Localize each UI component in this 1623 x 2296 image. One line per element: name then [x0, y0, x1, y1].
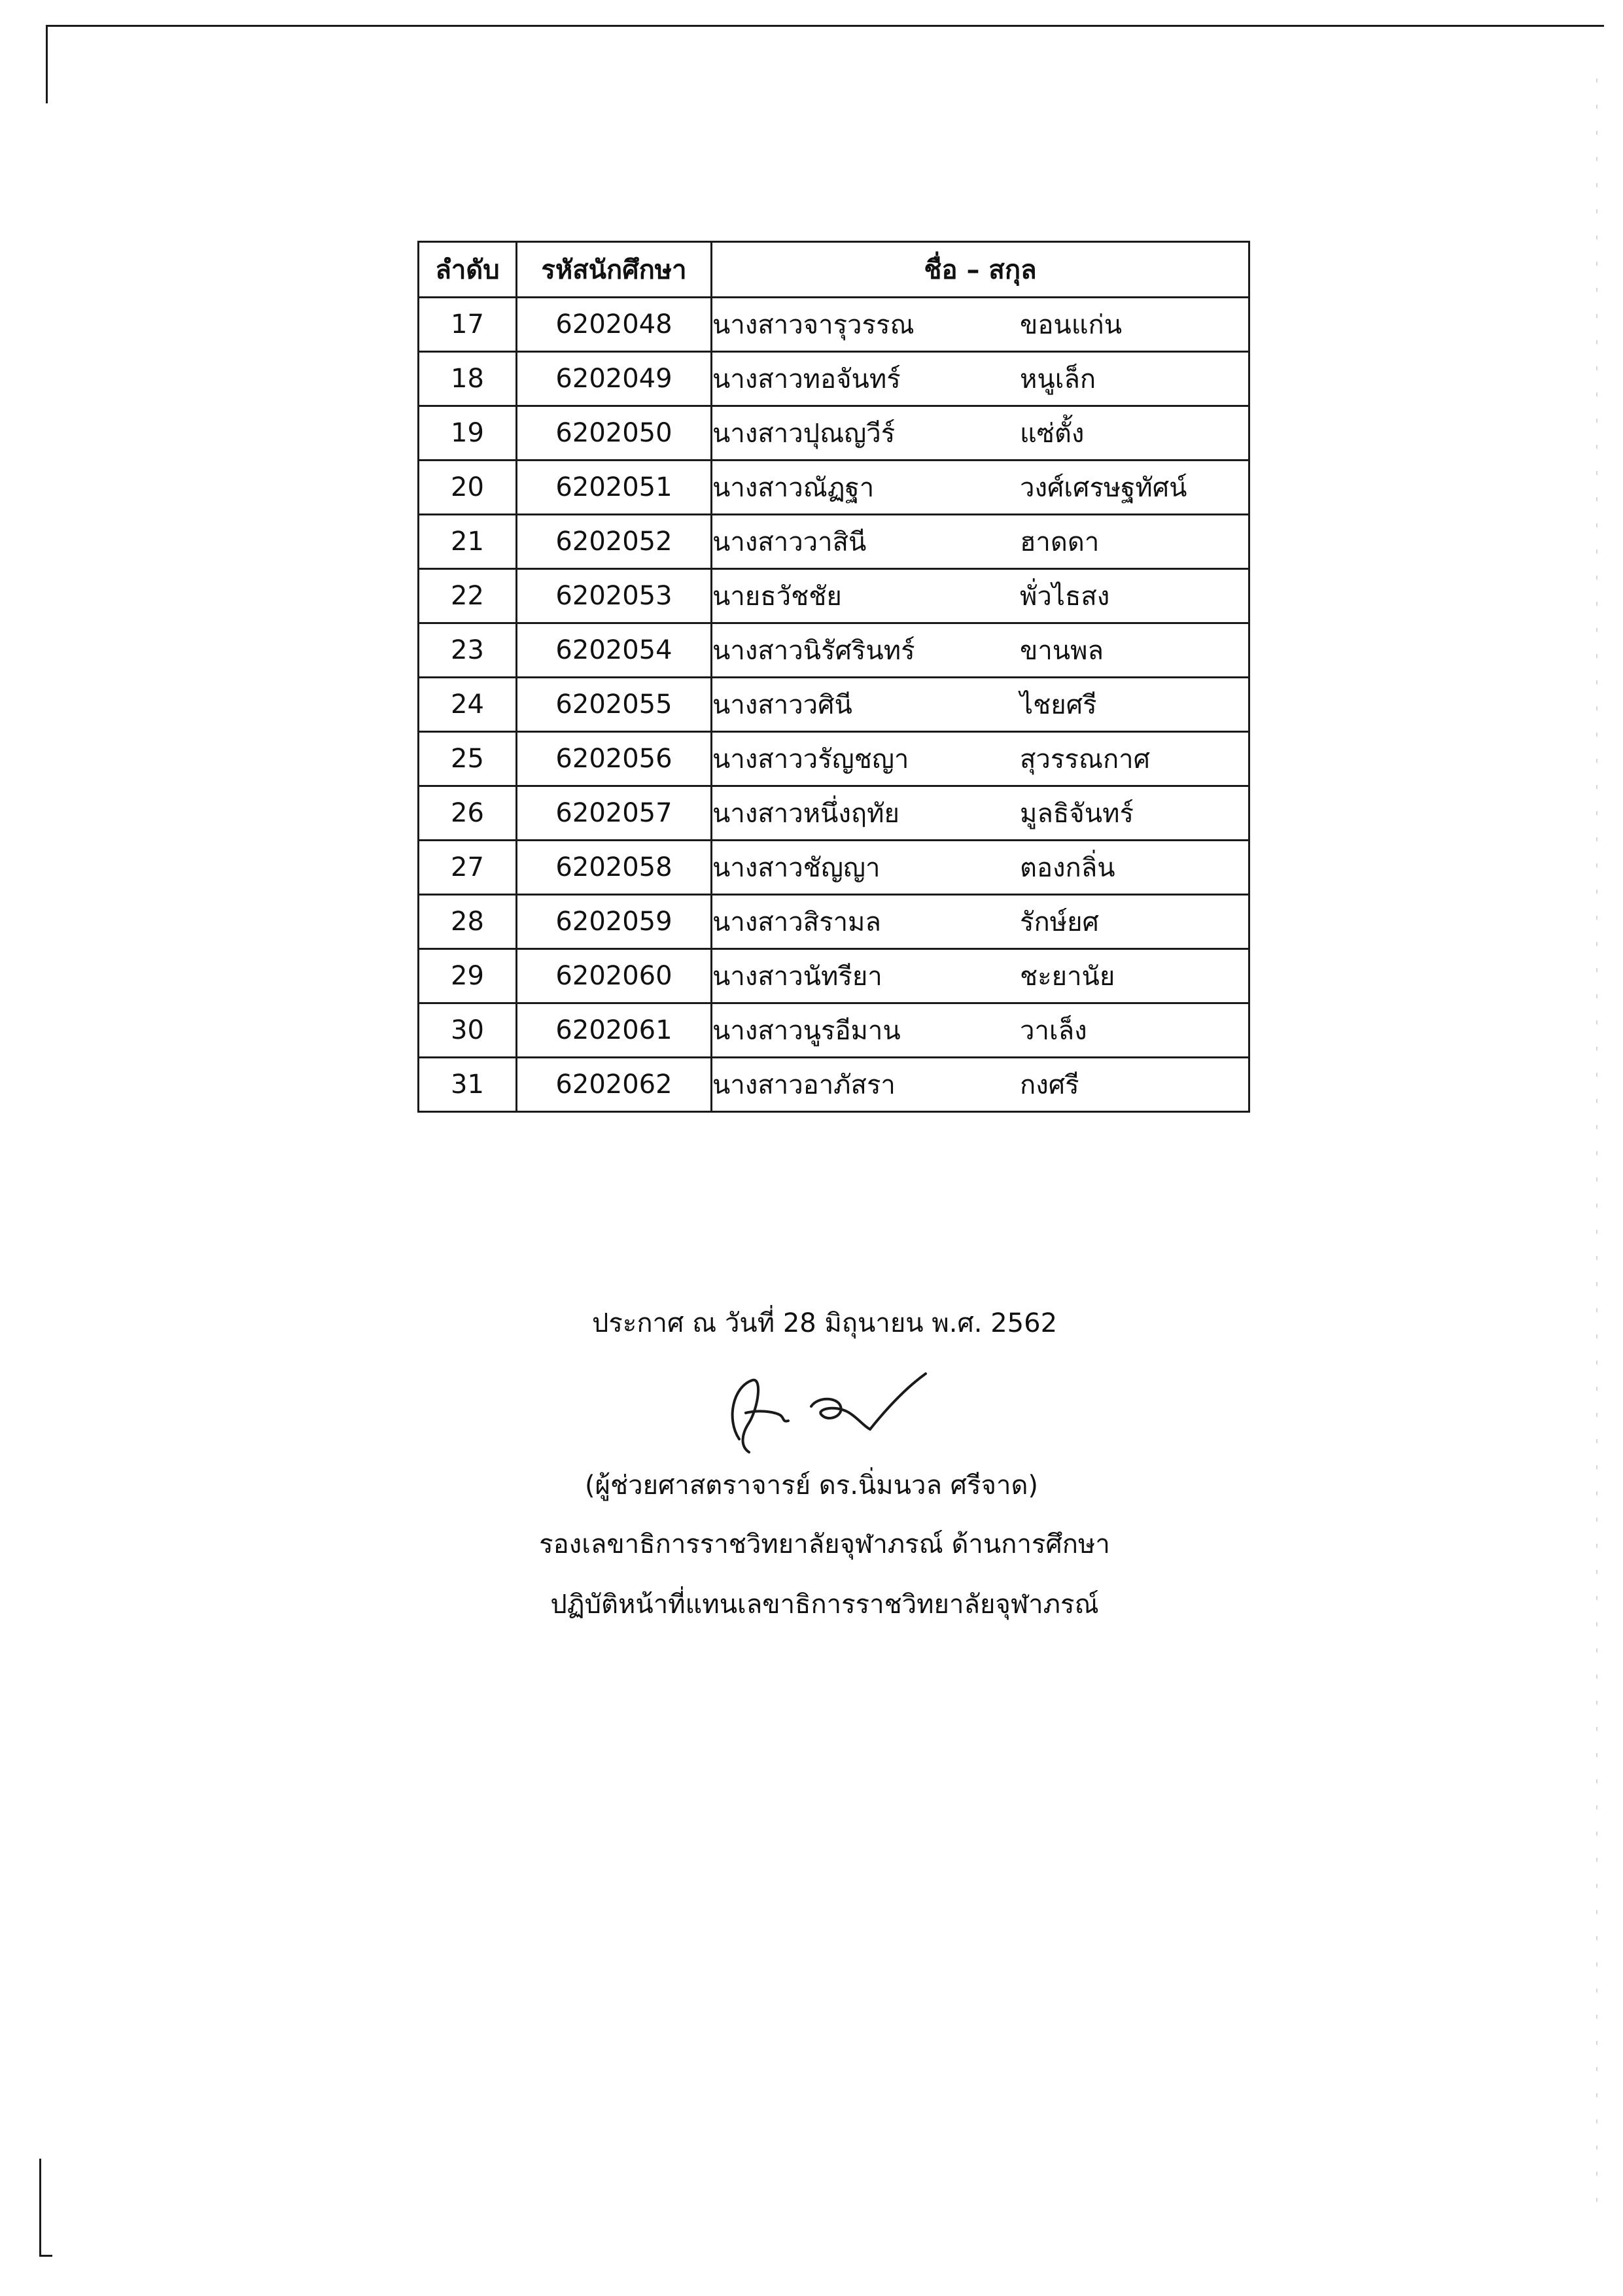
row-number: 25: [419, 732, 517, 786]
student-family-name: ขานพล: [1020, 636, 1104, 666]
student-given-name: นางสาวหนึ่งฤทัย: [712, 799, 899, 829]
signature-image: [713, 1361, 935, 1465]
student-id: 6202054: [517, 623, 712, 678]
student-given-name: นางสาวปุณญวีร์: [712, 419, 896, 449]
student-id: 6202061: [517, 1003, 712, 1058]
student-given-name: นางสาวอาภัสรา: [712, 1070, 896, 1100]
student-full-name: [712, 569, 1249, 623]
student-full-name: [712, 1003, 1249, 1058]
table-row: [419, 406, 1249, 461]
header-name: ชื่อ – สกุล: [712, 242, 1249, 298]
student-family-name: ชะยานัย: [1020, 962, 1115, 992]
student-given-name: นางสาวณัฏฐา: [712, 473, 875, 503]
student-given-name: นางสาวนิรัศรินทร์: [712, 636, 915, 666]
student-full-name: [712, 732, 1249, 786]
header-no: ลำดับ: [419, 242, 517, 298]
table-row: [419, 678, 1249, 732]
student-family-name: ขอนแก่น: [1020, 310, 1123, 340]
student-given-name: นางสาวชัญญา: [712, 853, 881, 883]
student-given-name: นายธวัชชัย: [712, 582, 842, 612]
student-full-name: [712, 949, 1249, 1003]
student-full-name: [712, 298, 1249, 352]
student-given-name: นางสาววรัญชญา: [712, 744, 909, 774]
student-full-name: [712, 841, 1249, 895]
student-full-name: [712, 1058, 1249, 1112]
student-family-name: กงศรี: [1020, 1070, 1079, 1100]
table-row: [419, 1003, 1249, 1058]
student-id: 6202062: [517, 1058, 712, 1112]
student-full-name: [712, 786, 1249, 841]
row-number: 19: [419, 406, 517, 461]
table-body: [419, 298, 1249, 1112]
student-full-name: [712, 406, 1249, 461]
student-given-name: นางสาวสิรามล: [712, 907, 881, 937]
student-family-name: วงศ์เศรษฐทัศน์: [1020, 473, 1187, 503]
table-row: [419, 732, 1249, 786]
header-student-id: รหัสนักศึกษา: [517, 242, 712, 298]
student-family-name: รักษ์ยศ: [1020, 907, 1099, 937]
row-number: 31: [419, 1058, 517, 1112]
scan-edge-top: [47, 25, 1604, 27]
student-id: 6202055: [517, 678, 712, 732]
table-row: [419, 1058, 1249, 1112]
signer-name: (ผู้ช่วยศาสตราจารย์ ดร.นิ่มนวล ศรีจาด): [584, 1470, 1039, 1501]
student-family-name: ตองกลิ่น: [1020, 853, 1115, 883]
signer-position-2: ปฏิบัติหน้าที่แทนเลขาธิการราชวิทยาลัยจุฬาภรณ์: [550, 1590, 1099, 1620]
table-row: [419, 352, 1249, 406]
student-full-name: [712, 678, 1249, 732]
student-roster-table: [417, 241, 1250, 1113]
row-number: 29: [419, 949, 517, 1003]
student-family-name: วาเล็ง: [1020, 1016, 1087, 1046]
row-number: 17: [419, 298, 517, 352]
scan-edge-left: [46, 25, 48, 103]
table-row: [419, 895, 1249, 949]
student-full-name: [712, 895, 1249, 949]
signer-position-1: รองเลขาธิการราชวิทยาลัยจุฬาภรณ์ ด้านการศึกษา: [539, 1529, 1110, 1559]
student-given-name: นางสาววศินี: [712, 690, 852, 720]
student-given-name: นางสาวนูรอีมาน: [712, 1016, 901, 1046]
table-row: [419, 515, 1249, 569]
student-family-name: มูลธิจันทร์: [1020, 799, 1134, 829]
student-full-name: [712, 623, 1249, 678]
announcement-date: ประกาศ ณ วันที่ 28 มิถุนายน พ.ศ. 2562: [591, 1308, 1058, 1338]
row-number: 30: [419, 1003, 517, 1058]
student-given-name: นางสาวจารุวรรณ: [712, 310, 915, 340]
student-family-name: แซ่ตั้ง: [1020, 419, 1085, 449]
student-id: 6202060: [517, 949, 712, 1003]
row-number: 28: [419, 895, 517, 949]
table-row: [419, 786, 1249, 841]
table-header-row: [419, 242, 1249, 298]
row-number: 18: [419, 352, 517, 406]
student-id: 6202053: [517, 569, 712, 623]
row-number: 21: [419, 515, 517, 569]
row-number: 24: [419, 678, 517, 732]
table-row: [419, 949, 1249, 1003]
student-id: 6202059: [517, 895, 712, 949]
student-full-name: [712, 461, 1249, 515]
row-number: 22: [419, 569, 517, 623]
row-number: 27: [419, 841, 517, 895]
student-full-name: [712, 515, 1249, 569]
scan-edge-bottom-foot: [39, 2255, 52, 2257]
student-id: 6202049: [517, 352, 712, 406]
row-number: 26: [419, 786, 517, 841]
row-number: 23: [419, 623, 517, 678]
student-id: 6202052: [517, 515, 712, 569]
student-given-name: นางสาววาสินี: [712, 527, 867, 557]
student-id: 6202056: [517, 732, 712, 786]
student-given-name: นางสาวนัทรียา: [712, 962, 882, 992]
student-family-name: พั่วไธสง: [1020, 582, 1110, 612]
table-row: [419, 298, 1249, 352]
student-family-name: สุวรรณกาศ: [1020, 744, 1151, 774]
student-full-name: [712, 352, 1249, 406]
scan-edge-bottom-left: [39, 2159, 41, 2257]
scan-noise-right: [1596, 78, 1597, 2204]
student-id: 6202051: [517, 461, 712, 515]
table-row: [419, 623, 1249, 678]
table-row: [419, 569, 1249, 623]
table-row: [419, 461, 1249, 515]
student-id: 6202050: [517, 406, 712, 461]
student-given-name: นางสาวทอจันทร์: [712, 364, 901, 394]
student-id: 6202048: [517, 298, 712, 352]
student-family-name: ไชยศรี: [1020, 690, 1097, 720]
table-row: [419, 841, 1249, 895]
student-id: 6202058: [517, 841, 712, 895]
row-number: 20: [419, 461, 517, 515]
student-id: 6202057: [517, 786, 712, 841]
student-family-name: ฮาดดา: [1020, 527, 1100, 557]
student-family-name: หนูเล็ก: [1020, 364, 1096, 394]
